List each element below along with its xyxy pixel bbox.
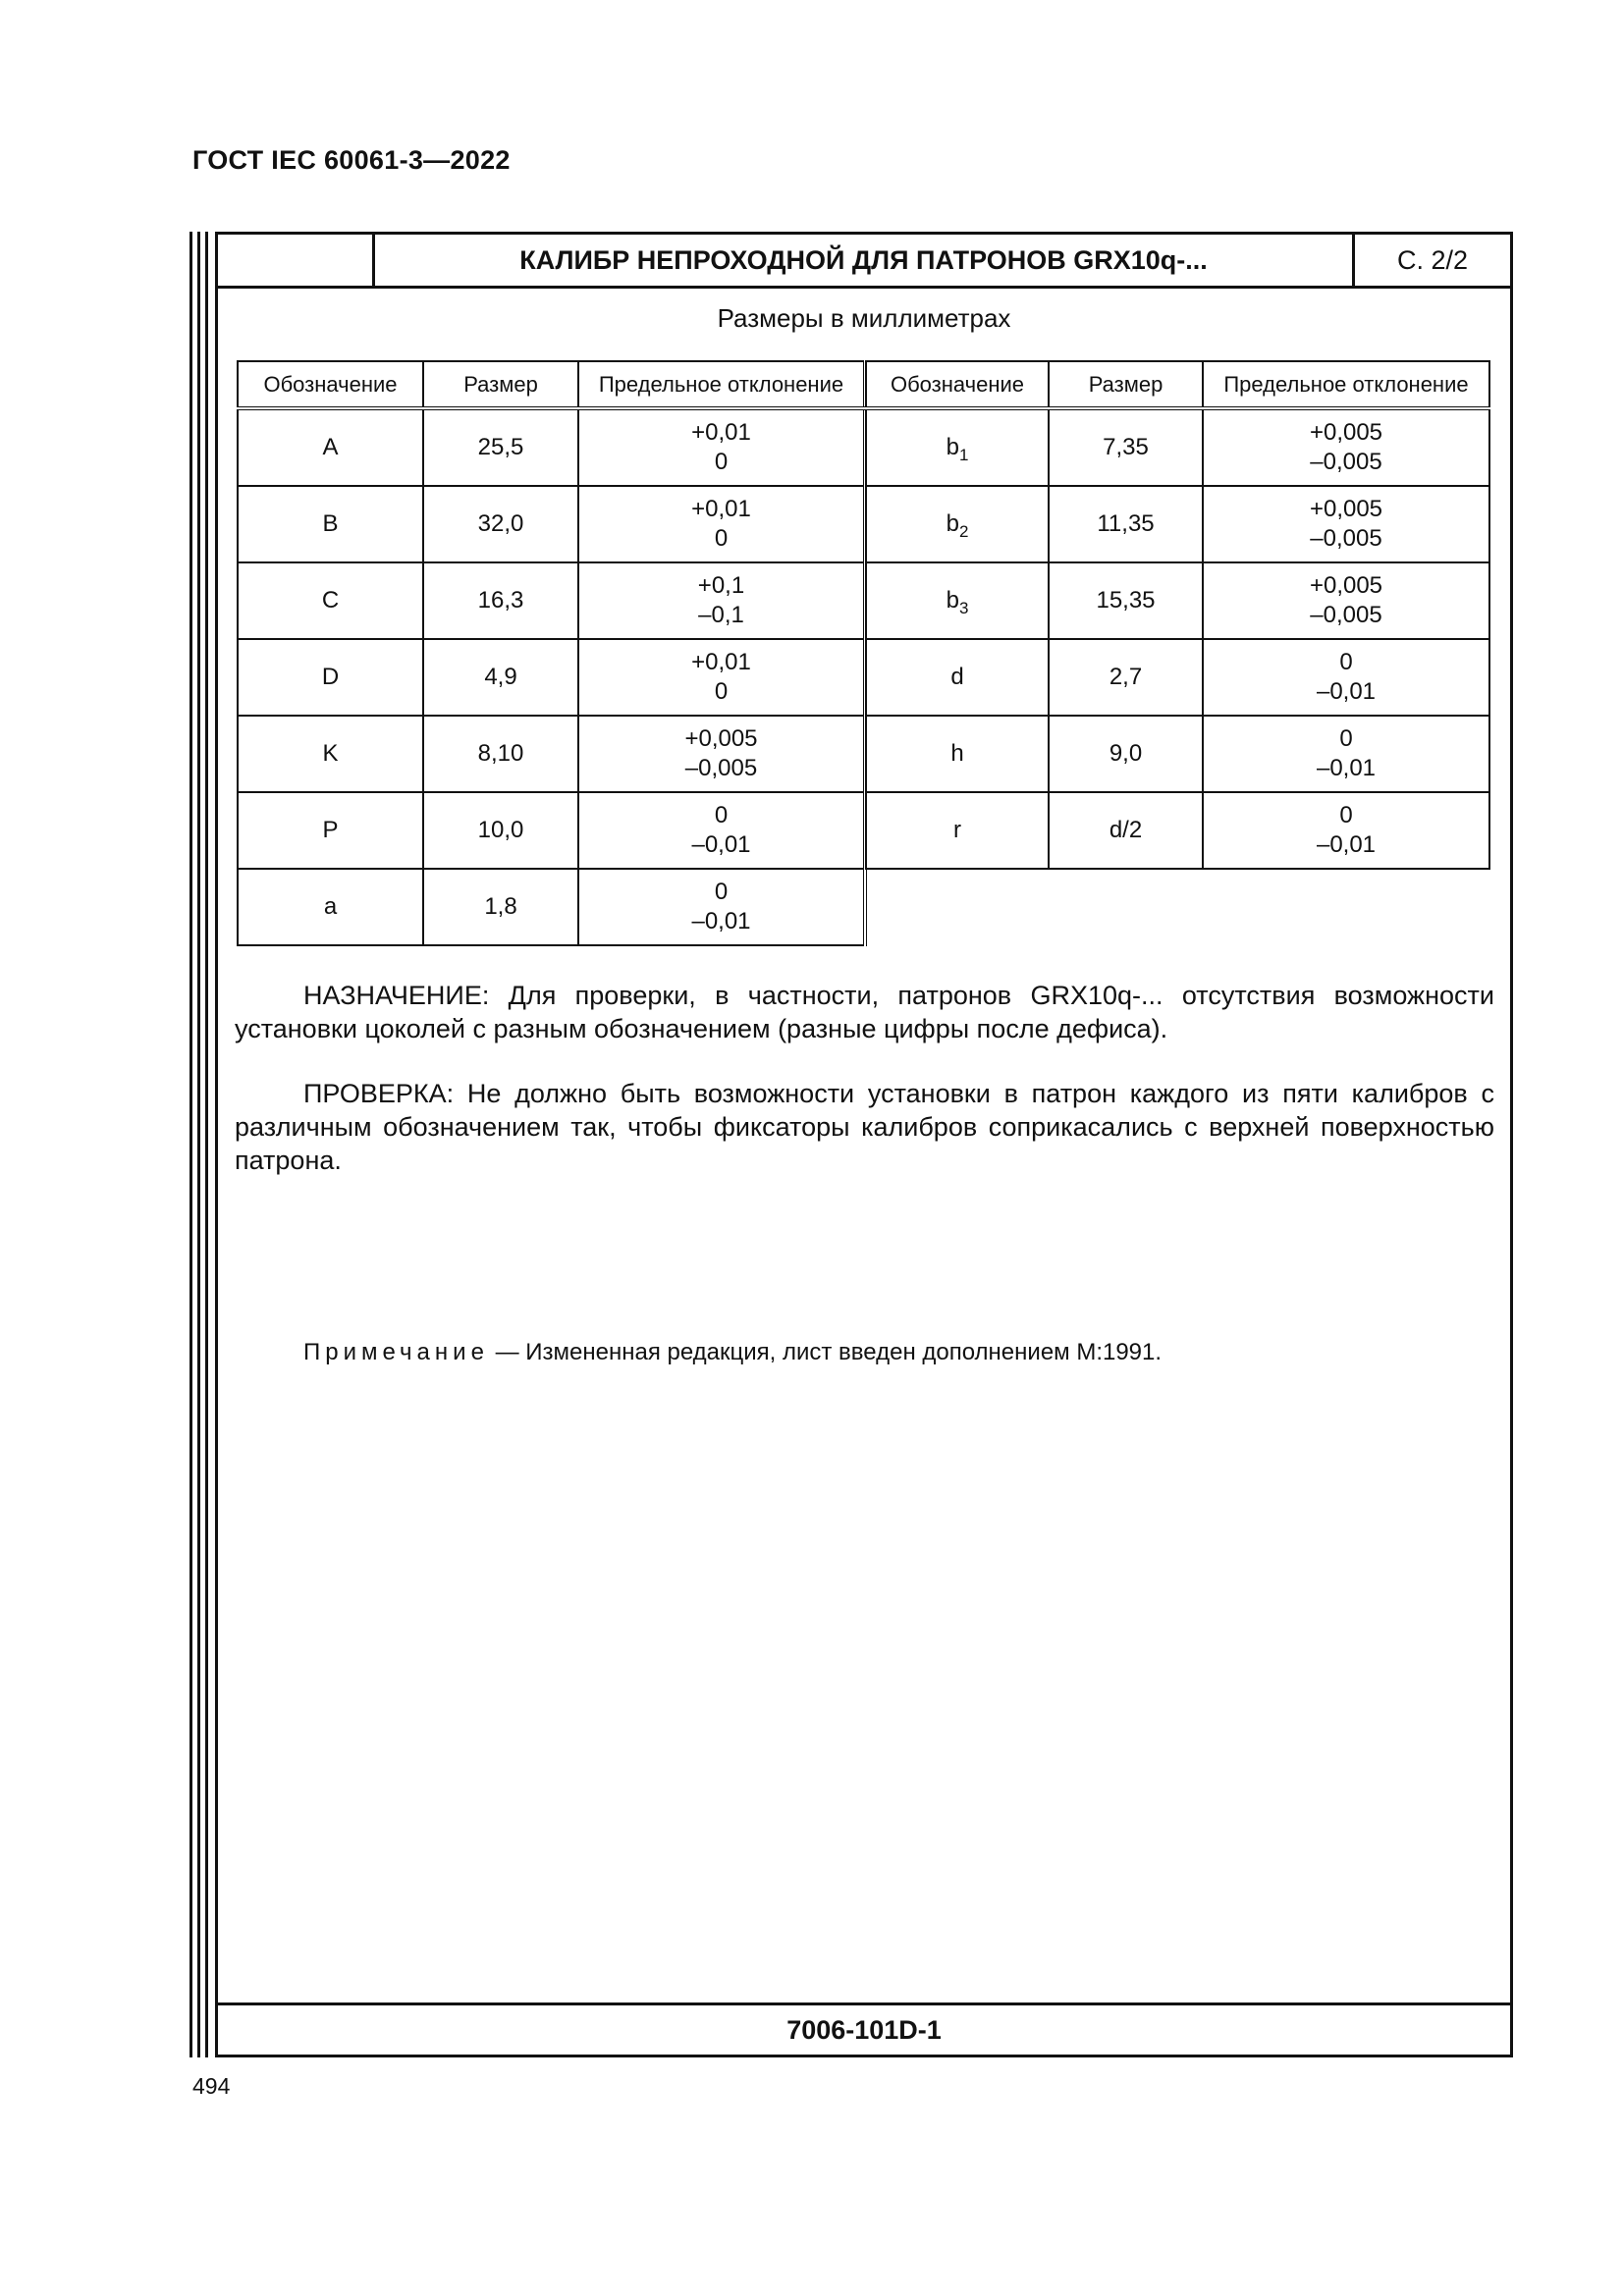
table-row bbox=[238, 486, 865, 562]
tolerance-lower: –0,005 bbox=[1310, 525, 1382, 552]
table-row bbox=[866, 486, 1489, 562]
table-row bbox=[238, 408, 865, 486]
tolerance-lower: –0,005 bbox=[1310, 449, 1382, 475]
tolerance-lower: –0,005 bbox=[684, 755, 758, 781]
cell-size: 9,0 bbox=[1049, 716, 1203, 792]
cell-designation: $b_1$ bbox=[866, 408, 1049, 486]
header-size: Размер bbox=[423, 361, 578, 408]
table-row bbox=[238, 562, 865, 639]
cell-size: 4,9 bbox=[423, 639, 578, 716]
tolerance-lower: –0,01 bbox=[691, 908, 751, 934]
cell-tolerance bbox=[578, 869, 865, 945]
units-caption: Размеры в миллиметрах bbox=[717, 303, 1011, 333]
table-row bbox=[866, 639, 1489, 716]
binding-rail bbox=[205, 232, 208, 2057]
sheet-page: С. 2/2 bbox=[1396, 245, 1469, 275]
cell-designation: $b_3$ bbox=[866, 562, 1049, 639]
tolerance-upper: 0 bbox=[714, 802, 729, 828]
tolerance-upper: +0,005 bbox=[1309, 572, 1383, 599]
cell-designation: K bbox=[238, 716, 423, 792]
tolerance-upper: +0,01 bbox=[691, 496, 751, 522]
tolerance-upper: +0,005 bbox=[1309, 496, 1383, 522]
document-code: ГОСТ IEC 60061-3—2022 bbox=[192, 145, 511, 175]
table-header-row bbox=[866, 361, 1489, 408]
cell-designation: a bbox=[238, 869, 423, 945]
cell-size: 15,35 bbox=[1049, 562, 1203, 639]
table-row bbox=[238, 639, 865, 716]
cell-tolerance bbox=[1203, 562, 1489, 639]
cell-designation: h bbox=[866, 716, 1049, 792]
header-designation: Обозначение bbox=[238, 361, 423, 408]
cell-designation: r bbox=[866, 792, 1049, 869]
header-tolerance: Предельное отклонение bbox=[1203, 361, 1489, 408]
cell-designation: $b_2$ bbox=[866, 486, 1049, 562]
tolerance-lower: –0,01 bbox=[691, 831, 751, 858]
cell-tolerance bbox=[578, 639, 865, 716]
header-designation: Обозначение bbox=[866, 361, 1049, 408]
purpose-paragraph: НАЗНАЧЕНИЕ: Для проверки, в частности, патронов GRX10q-... отсутствия возможности установки цоколей с разным обозначением (разные цифры после дефиса). bbox=[235, 981, 1494, 1043]
cell-tolerance bbox=[578, 408, 865, 486]
cell-tolerance bbox=[578, 562, 865, 639]
cell-size: d/2 bbox=[1049, 792, 1203, 869]
tolerance-lower: –0,01 bbox=[1316, 755, 1377, 781]
tolerance-lower: 0 bbox=[714, 525, 729, 552]
cell-size: 25,5 bbox=[423, 408, 578, 486]
tolerance-upper: +0,005 bbox=[684, 725, 758, 752]
table-header-row bbox=[238, 361, 865, 408]
tolerance-lower: –0,01 bbox=[1316, 678, 1377, 705]
table-row bbox=[866, 562, 1489, 639]
page-number: 494 bbox=[192, 2073, 231, 2099]
tolerance-upper: +0,01 bbox=[691, 649, 751, 675]
cell-size: 11,35 bbox=[1049, 486, 1203, 562]
tolerance-upper: +0,01 bbox=[691, 419, 751, 446]
note bbox=[303, 1339, 1162, 1366]
cell-size: 2,7 bbox=[1049, 639, 1203, 716]
cell-tolerance bbox=[578, 716, 865, 792]
table-row bbox=[866, 408, 1489, 486]
tolerance-upper: +0,1 bbox=[697, 572, 745, 599]
cell-designation: P bbox=[238, 792, 423, 869]
tolerance-upper: 0 bbox=[1339, 649, 1353, 675]
table-row bbox=[238, 716, 865, 792]
dimensions-table-right bbox=[865, 360, 1490, 870]
cell-tolerance bbox=[1203, 486, 1489, 562]
tolerance-upper: 0 bbox=[714, 879, 729, 905]
cell-designation: A bbox=[238, 408, 423, 486]
tolerance-upper: +0,005 bbox=[1309, 419, 1383, 446]
cell-designation: C bbox=[238, 562, 423, 639]
drawing-number: 7006-101D-1 bbox=[218, 2002, 1510, 2055]
title-empty-cell bbox=[218, 235, 375, 286]
check-paragraph: ПРОВЕРКА: Не должно быть возможности установки в патрон каждого из пяти калибров с различным обозначением так, чтобы фиксаторы калибров соприкасались с верхней поверхностью патрона. bbox=[235, 1079, 1494, 1175]
cell-designation: B bbox=[238, 486, 423, 562]
table-row bbox=[866, 716, 1489, 792]
cell-tolerance bbox=[578, 792, 865, 869]
tolerance-lower: –0,1 bbox=[698, 602, 744, 628]
cell-designation: D bbox=[238, 639, 423, 716]
header-size: Размер bbox=[1049, 361, 1203, 408]
cell-size: 8,10 bbox=[423, 716, 578, 792]
note-label: Примечание bbox=[303, 1339, 489, 1365]
sheet-frame bbox=[215, 232, 1513, 2057]
title-block bbox=[218, 235, 1510, 289]
note-text: — Измененная редакция, лист введен дополнением М:1991. bbox=[488, 1339, 1163, 1365]
tolerance-lower: 0 bbox=[714, 449, 729, 475]
tolerance-lower: –0,01 bbox=[1316, 831, 1377, 858]
cell-size: 16,3 bbox=[423, 562, 578, 639]
tolerance-upper: 0 bbox=[1339, 802, 1353, 828]
cell-tolerance bbox=[1203, 716, 1489, 792]
cell-tolerance bbox=[1203, 408, 1489, 486]
cell-tolerance bbox=[1203, 792, 1489, 869]
cell-size: 10,0 bbox=[423, 792, 578, 869]
table-row bbox=[866, 792, 1489, 869]
cell-size: 1,8 bbox=[423, 869, 578, 945]
cell-size: 7,35 bbox=[1049, 408, 1203, 486]
cell-tolerance bbox=[578, 486, 865, 562]
tolerance-upper: 0 bbox=[1339, 725, 1353, 752]
tolerance-lower: –0,005 bbox=[1310, 602, 1382, 628]
binding-rail bbox=[197, 232, 200, 2057]
binding-rail bbox=[189, 232, 192, 2057]
dimensions-table-left bbox=[237, 360, 867, 946]
tolerance-lower: 0 bbox=[714, 678, 729, 705]
cell-size: 32,0 bbox=[423, 486, 578, 562]
table-row bbox=[238, 869, 865, 945]
table-row bbox=[238, 792, 865, 869]
cell-tolerance bbox=[1203, 639, 1489, 716]
cell-designation: d bbox=[866, 639, 1049, 716]
header-tolerance: Предельное отклонение bbox=[578, 361, 865, 408]
sheet-title: КАЛИБР НЕПРОХОДНОЙ ДЛЯ ПАТРОНОВ GRX10q-... bbox=[375, 235, 1355, 286]
